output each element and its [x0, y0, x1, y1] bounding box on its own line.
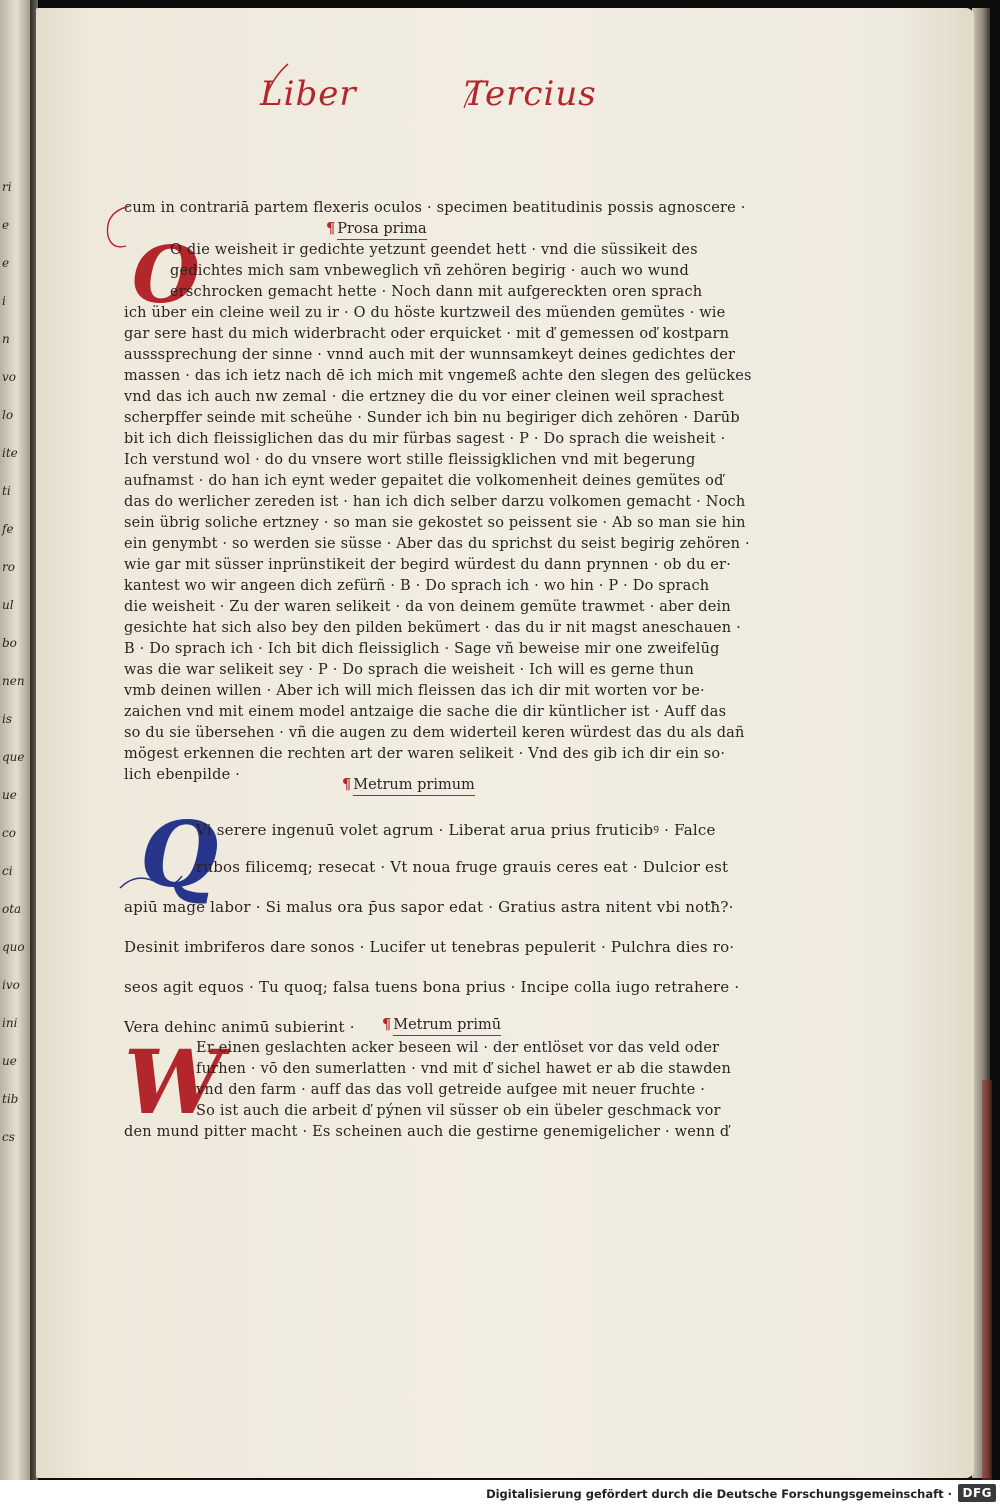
- left-page-fragment: cs: [2, 1130, 15, 1144]
- decorated-initial-q: Q: [140, 802, 219, 908]
- footer-bar: [0, 1481, 1000, 1507]
- left-page-fragment: ivo: [2, 978, 20, 992]
- pilcrow-icon: ¶: [326, 220, 336, 237]
- text-line: vmb deinen willen · Aber ich will mich fleissen das ich dir mit worten vor be·: [124, 683, 705, 699]
- text-line: mögest erkennen die rechten art der waren selikeit · Vnd des gib ich dir ein so·: [124, 746, 726, 762]
- left-page-fragment: tib: [2, 1092, 19, 1106]
- left-page-fragment: bo: [2, 636, 17, 650]
- text-line: gar sere hast du mich widerbracht oder erquicket · mit ď gemessen oď kostparn: [124, 326, 730, 342]
- pilcrow-icon: ¶: [342, 776, 352, 793]
- left-page-fragment: ue: [2, 788, 17, 802]
- left-page-fragment: ci: [2, 864, 13, 878]
- text-line: den mund pitter macht · Es scheinen auch die gestirne genemigelicher · wenn ď: [124, 1124, 730, 1140]
- left-page-text-fragments: [0, 180, 30, 1180]
- text-line: So ist auch die arbeit ď pýnen vil süsser ob ein übeler geschmack vor: [196, 1103, 721, 1119]
- text-line: vnd das ich auch nw zemal · die ertzney die du vor einer cleinen weil sprachest: [124, 389, 725, 405]
- running-head: [226, 56, 597, 136]
- text-line: massen · das ich ietz nach dē ich mich mit vngemeß achte den slegen des gelückes: [124, 368, 752, 384]
- text-line: gesichte hat sich also bey den pilden bekümert · das du ir nit magst aneschauen ·: [124, 620, 741, 636]
- left-page-fragment: n: [2, 332, 10, 346]
- prosa-heading: [326, 220, 427, 237]
- left-page-fragment: ti: [2, 484, 11, 498]
- verse-line: rubos filicemq; resecat · Vt noua fruge grauis ceres eat · Dulcior est: [196, 858, 729, 876]
- metrum-heading-label: Metrum primum: [353, 777, 475, 796]
- left-page-fragment: ini: [2, 1016, 18, 1030]
- text-line: ausssprechung der sinne · vnnd auch mit der wunnsamkeyt deines gedichtes der: [124, 347, 736, 363]
- decorated-initial-w: W: [124, 1030, 223, 1134]
- left-page-fragment: e: [2, 218, 10, 232]
- text-line: O die weisheit ir gedichte yetzunt geendet hett · vnd die süssikeit des: [170, 242, 698, 258]
- left-page-fragment: e: [2, 256, 10, 270]
- verse-line: apiū mage labor · Si malus ora p̄us sapor edat · Gratius astra nitent vbi notħ?·: [124, 898, 734, 916]
- text-line: gedichtes mich sam vnbeweglich vñ zehören begirig · auch wo wund: [170, 263, 689, 279]
- text-line: so du sie übersehen · vñ die augen zu dem widerteil keren würdest das du als dañ: [124, 725, 745, 741]
- left-page-fragment: i: [2, 294, 6, 308]
- text-line: die weisheit · Zu der waren selikeit · da von deinem gemüte trawmet · aber dein: [124, 599, 731, 615]
- left-page-fragment: lo: [2, 408, 14, 422]
- text-line: das do werlicher zereden ist · han ich dich selber darzu volkomen gemacht · Noch: [124, 494, 746, 510]
- text-line: Ich verstund wol · do du vnsere wort stille fleissigklichen vnd mit begerung: [124, 452, 696, 468]
- text-line: wie gar mit süsser inprünstikeit der begird würdest du dann prynnen · ob du er·: [124, 557, 732, 573]
- verse-line: Vi serere ingenuū volet agrum · Liberat arua prius fruticibꝰ · Falce: [196, 821, 716, 839]
- text-line: cum in contrariā partem flexeris oculos · specimen beatitudinis possis agnoscere ·: [124, 200, 746, 216]
- funding-credit: Digitalisierung gefördert durch die Deutsche Forschungsgemeinschaft ·: [486, 1487, 952, 1501]
- left-page-fragment: ul: [2, 598, 14, 612]
- left-page-fragment: ri: [2, 180, 12, 194]
- text-line: bit ich dich fleissiglichen das du mir fürbas sagest · P · Do sprach die weisheit ·: [124, 431, 726, 447]
- left-page-fragment: ite: [2, 446, 18, 460]
- text-line: zaichen vnd mit einem model antzaige die sache die dir küntlicher ist · Auff das: [124, 704, 727, 720]
- running-head-liber: Liber: [260, 74, 357, 114]
- verse-line: Vera dehinc animū subierint ·: [124, 1018, 355, 1036]
- left-page-edge: [0, 0, 30, 1480]
- left-page-fragment: quo: [2, 940, 25, 954]
- left-page-fragment: ro: [2, 560, 15, 574]
- text-line: lich ebenpilde ·: [124, 767, 240, 783]
- decorated-initial-o: O: [132, 230, 200, 321]
- text-line: was die war selikeit sey · P · Do sprach die weisheit · Ich will es gerne thun: [124, 662, 695, 678]
- folio-page: [36, 8, 974, 1478]
- left-page-fragment: co: [2, 826, 16, 840]
- metrum-translation-heading-label: Metrum primū: [393, 1017, 501, 1036]
- left-page-fragment: vo: [2, 370, 17, 384]
- text-line: vnd den farm · auff das das voll getreide aufgee mit neuer fruchte ·: [196, 1082, 706, 1098]
- text-line: erschrocken gemacht hette · Noch dann mit aufgereckten oren sprach: [170, 284, 703, 300]
- prosa-heading-label: Prosa prima: [337, 221, 426, 240]
- initial-o-flourish: [90, 196, 140, 256]
- left-page-fragment: nen: [2, 674, 25, 688]
- right-edge-red-band: [982, 1080, 992, 1480]
- text-line: kantest wo wir angeen dich zefürñ · B · Do sprach ich · wo hin · P · Do sprach: [124, 578, 710, 594]
- text-line: furhen · vō den sumerlatten · vnd mit ď sichel hawet er ab die stawden: [196, 1061, 731, 1077]
- verse-line: Desinit imbriferos dare sonos · Lucifer ut tenebras pepulerit · Pulchra dies ro·: [124, 938, 735, 956]
- pilcrow-icon: ¶: [382, 1016, 392, 1033]
- left-page-fragment: ue: [2, 1054, 17, 1068]
- text-line: Er einen geslachten acker beseen wil · der entlöset vor das veld oder: [196, 1040, 720, 1056]
- dfg-logo-icon: DFG: [958, 1484, 996, 1502]
- running-head-tercius: Tercius: [464, 74, 597, 114]
- metrum-heading: [342, 776, 475, 793]
- text-line: B · Do sprach ich · Ich bit dich fleissiglich · Sage vñ beweise mir one zweifelūg: [124, 641, 720, 657]
- left-page-fragment: is: [2, 712, 12, 726]
- verse-line: seos agit equos · Tu quoq; falsa tuens bona prius · Incipe colla iugo retrahere ·: [124, 978, 740, 996]
- text-line: aufnamst · do han ich eynt weder gepaitet die volkomenheit deines gemütes oď: [124, 473, 724, 489]
- text-line: ein genymbt · so werden sie süsse · Aber das du sprichst du seist begirig zehören ·: [124, 536, 750, 552]
- left-page-fragment: que: [2, 750, 25, 764]
- text-line: sein übrig soliche ertzney · so man sie gekostet so peissent sie · Ab so man sie hin: [124, 515, 746, 531]
- text-line: ich über ein cleine weil zu ir · O du höste kurtzweil des müenden gemütes · wie: [124, 305, 726, 321]
- text-line: scherpffer seinde mit scheühe · Sunder ich bin nu begiriger dich zehören · Darūb: [124, 410, 740, 426]
- left-page-fragment: ota: [2, 902, 22, 916]
- initial-q-flourish: [116, 868, 186, 898]
- left-page-fragment: fe: [2, 522, 14, 536]
- metrum-translation-heading: [382, 1016, 501, 1033]
